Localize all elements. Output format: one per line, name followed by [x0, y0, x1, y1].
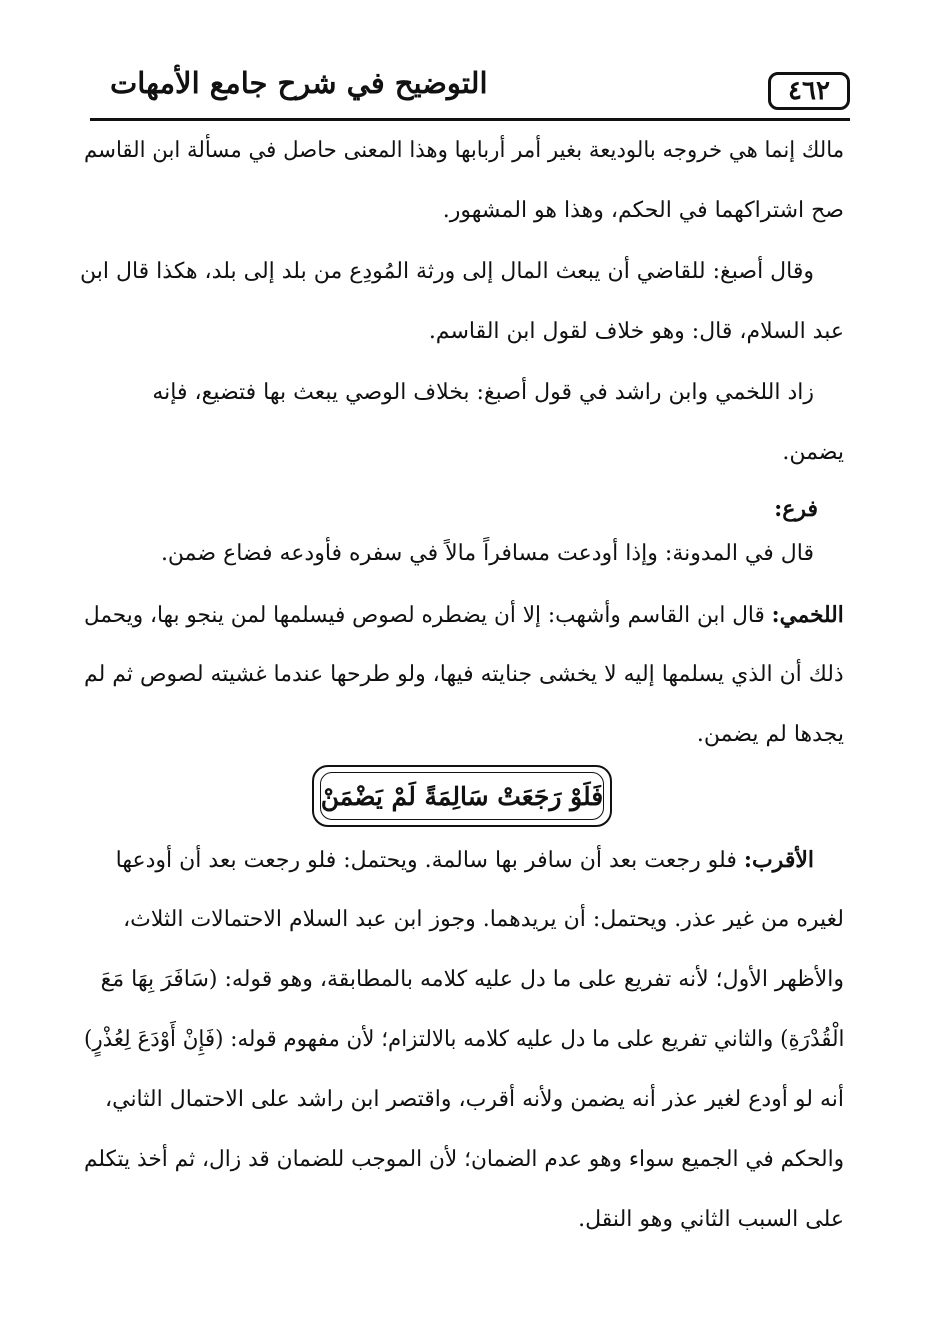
text-line: والحكم في الجميع سواء وهو عدم الضمان؛ لأن الموجب للضمان قد زال، ثم أخذ يتكلم — [83, 1147, 844, 1172]
text-line: على السبب الثاني وهو النقل. — [578, 1207, 844, 1232]
text-span: قال ابن القاسم وأشهب: إلا أن يضطره لصوص فيسلمها لمن ينجو بها، ويحمل — [84, 603, 772, 628]
text-line — [116, 845, 814, 876]
header-rule — [90, 118, 850, 121]
page-header — [90, 58, 850, 122]
aqrab-label: الأقرب: — [743, 847, 814, 873]
text-line — [84, 600, 844, 631]
text-line: الْقُدْرَةِ) والثاني تفريع على ما دل عليه كلامه بالالتزام؛ لأن مفهوم قوله: (فَإِنْ أَوْدَعَ لِعُذْرٍ) — [83, 1027, 844, 1052]
book-title: التوضيح في شرح جامع الأمهات — [110, 66, 488, 100]
page-number: ٤٦٢ — [768, 72, 850, 110]
branch-heading: فرع: — [774, 496, 818, 522]
text-line: قال في المدونة: وإذا أودعت مسافراً مالاً في سفره فأودعه فضاع ضمن. — [160, 541, 814, 566]
text-line: أنه لو أودع لغير عذر أنه يضمن ولأنه أقرب، واقتصر ابن راشد على الاحتمال الثاني، — [105, 1087, 844, 1112]
section-title-box — [312, 765, 612, 827]
text-line: مالك إنما هي خروجه بالوديعة بغير أمر أربابها وهذا المعنى حاصل في مسألة ابن القاسم — [83, 138, 844, 163]
text-span: فلو رجعت بعد أن سافر بها سالمة. ويحتمل: فلو رجعت بعد أن أودعها — [115, 848, 744, 873]
text-line: يضمن. — [782, 440, 844, 465]
text-line: صح اشتراكهما في الحكم، وهذا هو المشهور. — [442, 198, 844, 223]
text-line: زاد اللخمي وابن راشد في قول أصبغ: بخلاف الوصي يبعث بها فتضيع، فإنه — [152, 380, 814, 405]
text-line: وقال أصبغ: للقاضي أن يبعث المال إلى ورثة المُودِع من بلد إلى بلد، هكذا قال ابن — [79, 259, 814, 284]
lakhmi-label: اللخمي: — [771, 602, 844, 628]
text-line: ذلك أن الذي يسلمها إليه لا يخشى جنايته فيها، ولو طرحها عندما غشيته لصوص ثم لم — [84, 662, 844, 687]
text-line: يجدها لم يضمن. — [696, 722, 844, 747]
text-line: والأظهر الأول؛ لأنه تفريع على ما دل عليه كلامه بالمطابقة، وهو قوله: (سَافَرَ بِهَا مَعَ — [100, 967, 844, 992]
section-title: فَلَوْ رَجَعَتْ سَالِمَةً لَمْ يَضْمَنْ — [320, 772, 604, 820]
text-line: عبد السلام، قال: وهو خلاف لقول ابن القاسم. — [428, 319, 844, 344]
text-line: لغيره من غير عذر. ويحتمل: أن يريدهما. وجوز ابن عبد السلام الاحتمالات الثلاث، — [123, 907, 844, 932]
